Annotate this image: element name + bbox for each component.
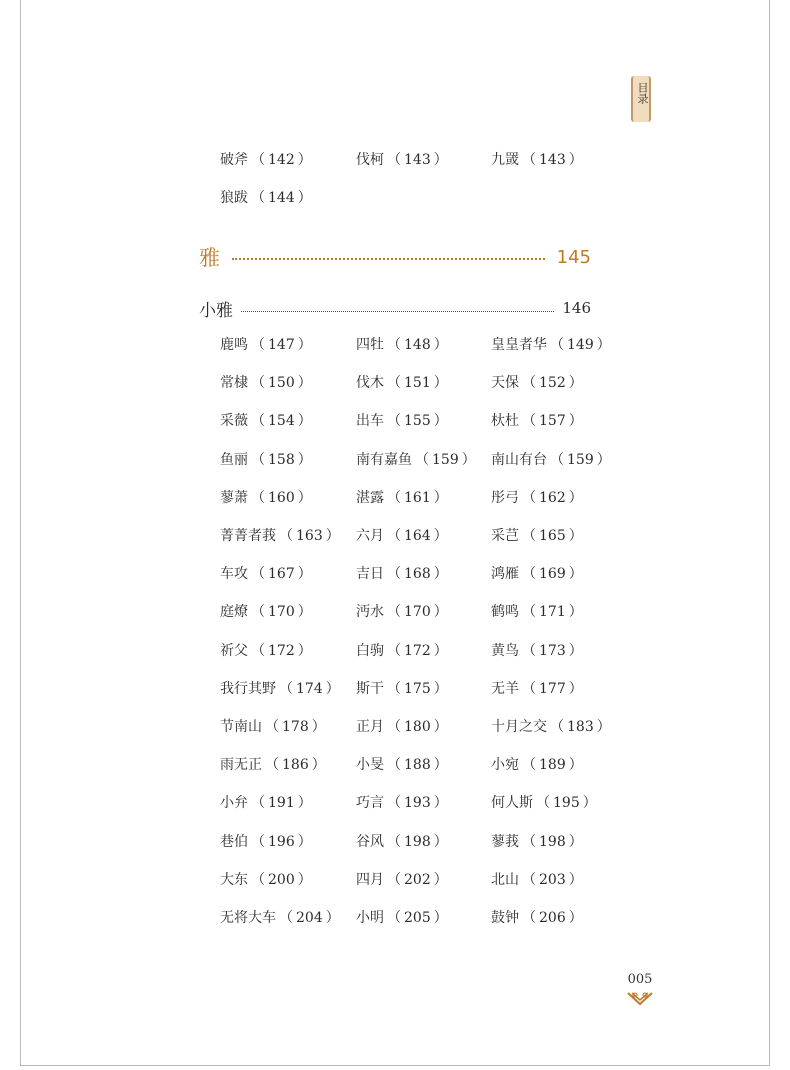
toc-entry[interactable] (220, 832, 315, 852)
entry-title: 蓼萧 (220, 489, 248, 506)
paren-close: ） (297, 566, 312, 583)
entry-page: 158 (268, 451, 295, 468)
paren-open: （ (251, 795, 265, 812)
toc-entry[interactable] (356, 793, 451, 813)
paren-close: ） (568, 871, 583, 888)
entry-page: 195 (553, 795, 580, 812)
toc-entry[interactable] (356, 832, 451, 852)
toc-entry[interactable] (491, 602, 586, 622)
toc-entry[interactable] (220, 564, 315, 584)
entry-title: 彤弓 (491, 489, 519, 506)
paren-close: ） (433, 566, 448, 583)
paren-open: （ (387, 833, 401, 850)
paren-close: ） (297, 190, 312, 206)
entry-title: 巷伯 (220, 833, 248, 850)
paren-close: ） (297, 604, 312, 621)
entry-page: 193 (404, 795, 431, 812)
entry-page: 143 (404, 152, 431, 168)
toc-entry[interactable] (356, 411, 451, 431)
entry-page: 172 (404, 642, 431, 659)
paren-close: ） (311, 719, 326, 735)
entry-page: 205 (404, 910, 431, 926)
entry-page: 204 (296, 910, 323, 926)
entry-page: 154 (268, 413, 295, 430)
entry-page: 191 (268, 795, 295, 812)
entry-page: 186 (282, 757, 309, 774)
toc-entry[interactable] (220, 450, 315, 470)
entry-page: 198 (539, 833, 566, 850)
entry-page: 142 (268, 152, 295, 168)
toc-entry[interactable] (356, 488, 451, 508)
toc-entry[interactable] (356, 335, 451, 355)
paren-close: ） (568, 528, 583, 544)
entry-title: 蓼莪 (491, 833, 519, 850)
toc-entry[interactable] (220, 755, 329, 775)
paren-close: ） (433, 489, 448, 506)
toc-entry[interactable] (491, 755, 586, 775)
entry-page: 151 (404, 375, 431, 392)
entry-page: 159 (567, 451, 594, 468)
paren-close: ） (297, 871, 312, 888)
toc-entry[interactable] (491, 488, 586, 508)
paren-open: （ (251, 190, 265, 206)
entry-page: 196 (268, 833, 295, 850)
entry-page: 159 (432, 451, 459, 468)
entry-title: 常棣 (220, 375, 248, 392)
paren-open: （ (522, 604, 536, 621)
entry-title: 皇皇者华 (491, 337, 547, 353)
entry-page: 143 (539, 152, 566, 168)
entry-page: 173 (539, 642, 566, 659)
entry-page: 150 (268, 375, 295, 392)
entry-title: 斯干 (356, 680, 384, 697)
paren-close: ） (568, 910, 583, 926)
entry-page: 172 (268, 642, 295, 659)
entry-title: 四牡 (356, 337, 384, 353)
paren-open: （ (522, 489, 536, 506)
toc-entry[interactable] (220, 908, 343, 928)
paren-close: ） (596, 451, 611, 468)
entry-title: 小明 (356, 910, 384, 926)
entry-title: 鹿鸣 (220, 337, 248, 353)
paren-close: ） (596, 719, 611, 735)
entry-title: 菁菁者莪 (220, 528, 276, 544)
paren-open: （ (522, 757, 536, 774)
paren-open: （ (387, 910, 401, 926)
toc-entry[interactable] (220, 373, 315, 393)
entry-title: 雨无正 (220, 757, 262, 774)
toc-entry[interactable] (220, 793, 315, 813)
entry-title: 狼跋 (220, 190, 248, 206)
toc-entry[interactable] (356, 908, 451, 928)
section-leader-dots (232, 258, 545, 260)
entry-page: 178 (282, 719, 309, 735)
entry-title: 鼓钟 (491, 910, 519, 926)
paren-close: ） (311, 757, 326, 774)
toc-entry[interactable] (491, 908, 586, 928)
paren-open: （ (251, 566, 265, 583)
paren-close: ） (433, 604, 448, 621)
entry-page: 177 (539, 680, 566, 697)
paren-open: （ (279, 680, 293, 697)
paren-close: ） (297, 795, 312, 812)
entry-page: 162 (539, 489, 566, 506)
entry-title: 采芑 (491, 528, 519, 544)
paren-open: （ (522, 642, 536, 659)
entry-title: 小旻 (356, 757, 384, 774)
paren-close: ） (433, 871, 448, 888)
paren-open: （ (387, 642, 401, 659)
paren-open: （ (251, 604, 265, 621)
paren-close: ） (568, 604, 583, 621)
paren-close: ） (325, 680, 340, 697)
entry-title: 杕杜 (491, 413, 519, 430)
entry-title: 正月 (356, 719, 384, 735)
paren-open: （ (279, 910, 293, 926)
entry-title: 伐木 (356, 375, 384, 392)
paren-close: ） (568, 489, 583, 506)
toc-entry[interactable] (220, 717, 329, 737)
paren-close: ） (568, 413, 583, 430)
entry-page: 183 (567, 719, 594, 735)
paren-open: （ (536, 795, 550, 812)
paren-open: （ (251, 451, 265, 468)
entry-title: 我行其野 (220, 680, 276, 697)
entry-title: 破斧 (220, 152, 248, 168)
toc-entry[interactable] (491, 870, 586, 890)
paren-open: （ (251, 642, 265, 659)
toc-entry[interactable] (356, 679, 451, 699)
paren-open: （ (550, 337, 564, 353)
paren-open: （ (522, 871, 536, 888)
toc-entry[interactable] (491, 717, 614, 737)
paren-close: ） (433, 337, 448, 353)
entry-title: 十月之交 (491, 719, 547, 735)
entry-page: 144 (268, 190, 295, 206)
paren-open: （ (251, 489, 265, 506)
paren-open: （ (387, 413, 401, 430)
entry-page: 170 (268, 604, 295, 621)
page-ornament-icon (626, 990, 654, 1006)
paren-open: （ (251, 413, 265, 430)
section-title: 雅 (199, 246, 220, 270)
entry-title: 四月 (356, 871, 384, 888)
entry-title: 车攻 (220, 566, 248, 583)
toc-entry[interactable] (356, 870, 451, 890)
paren-close: ） (297, 337, 312, 353)
paren-close: ） (433, 680, 448, 697)
entry-title: 南有嘉鱼 (356, 451, 412, 468)
paren-open: （ (251, 871, 265, 888)
toc-entry[interactable] (220, 641, 315, 661)
entry-page: 203 (539, 871, 566, 888)
toc-entry[interactable] (356, 602, 451, 622)
paren-close: ） (568, 642, 583, 659)
section-page: 145 (556, 246, 591, 268)
toc-entry[interactable] (220, 679, 343, 699)
toc-entry[interactable] (491, 450, 614, 470)
paren-close: ） (582, 795, 597, 812)
entry-title: 天保 (491, 375, 519, 392)
entry-title: 鱼丽 (220, 451, 248, 468)
entry-page: 169 (539, 566, 566, 583)
paren-close: ） (433, 719, 448, 735)
entry-title: 沔水 (356, 604, 384, 621)
toc-entry[interactable] (491, 373, 586, 393)
entry-page: 202 (404, 871, 431, 888)
entry-page: 174 (296, 680, 323, 697)
paren-open: （ (387, 375, 401, 392)
paren-open: （ (522, 152, 536, 168)
paren-close: ） (568, 680, 583, 697)
entry-page: 160 (268, 489, 295, 506)
toc-entry[interactable] (356, 717, 451, 737)
toc-entry[interactable] (491, 150, 586, 170)
entry-title: 白驹 (356, 642, 384, 659)
subsection-title: 小雅 (199, 300, 233, 321)
paren-open: （ (387, 528, 401, 544)
entry-page: 175 (404, 680, 431, 697)
paren-open: （ (522, 566, 536, 583)
paren-close: ） (433, 910, 448, 926)
entry-title: 庭燎 (220, 604, 248, 621)
paren-open: （ (522, 528, 536, 544)
paren-open: （ (522, 833, 536, 850)
paren-close: ） (325, 910, 340, 926)
toc-entry[interactable] (356, 373, 451, 393)
entry-page: 189 (539, 757, 566, 774)
entry-title: 祈父 (220, 642, 248, 659)
paren-close: ） (568, 833, 583, 850)
paren-open: （ (265, 757, 279, 774)
paren-open: （ (387, 152, 401, 168)
entry-title: 南山有台 (491, 451, 547, 468)
entry-title: 谷风 (356, 833, 384, 850)
paren-close: ） (297, 642, 312, 659)
entry-page: 165 (539, 528, 566, 544)
toc-entry[interactable] (220, 150, 315, 170)
paren-open: （ (387, 604, 401, 621)
entry-page: 163 (296, 528, 323, 544)
paren-close: ） (297, 413, 312, 430)
paren-close: ） (568, 757, 583, 774)
entry-title: 无将大车 (220, 910, 276, 926)
entry-page: 167 (268, 566, 295, 583)
entry-page: 206 (539, 910, 566, 926)
toc-entry[interactable] (220, 602, 315, 622)
toc-entry[interactable] (220, 488, 315, 508)
entry-title: 小弁 (220, 795, 248, 812)
subsection-leader-dots (241, 311, 554, 312)
paren-close: ） (568, 566, 583, 583)
paren-open: （ (265, 719, 279, 735)
toc-entry[interactable] (220, 335, 315, 355)
entry-title: 采薇 (220, 413, 248, 430)
entry-title: 鸿雁 (491, 566, 519, 583)
entry-title: 无羊 (491, 680, 519, 697)
paren-close: ） (297, 375, 312, 392)
paren-open: （ (415, 451, 429, 468)
paren-close: ） (297, 451, 312, 468)
paren-open: （ (387, 871, 401, 888)
entry-page: 200 (268, 871, 295, 888)
page-number: 005 (627, 972, 653, 987)
paren-open: （ (279, 528, 293, 544)
entry-title: 小宛 (491, 757, 519, 774)
paren-open: （ (387, 680, 401, 697)
toc-entry[interactable] (220, 526, 343, 546)
entry-page: 155 (404, 413, 431, 430)
entry-title: 伐柯 (356, 152, 384, 168)
paren-close: ） (433, 795, 448, 812)
entry-page: 157 (539, 413, 566, 430)
entry-page: 152 (539, 375, 566, 392)
entry-page: 164 (404, 528, 431, 544)
entry-title: 巧言 (356, 795, 384, 812)
entry-page: 161 (404, 489, 431, 506)
paren-close: ） (433, 833, 448, 850)
toc-entry[interactable] (491, 526, 586, 546)
entry-title: 六月 (356, 528, 384, 544)
paren-open: （ (251, 375, 265, 392)
paren-close: ） (433, 152, 448, 168)
paren-open: （ (251, 337, 265, 353)
subsection-page: 146 (562, 299, 591, 317)
toc-entry[interactable] (220, 411, 315, 431)
paren-close: ） (568, 375, 583, 392)
entry-title: 九罭 (491, 152, 519, 168)
section-heading[interactable] (199, 242, 591, 272)
contents-tab (631, 76, 651, 122)
entry-page: 198 (404, 833, 431, 850)
toc-entry[interactable] (356, 450, 479, 470)
toc-entry[interactable] (491, 832, 586, 852)
toc-entry[interactable] (491, 335, 614, 355)
entry-title: 湛露 (356, 489, 384, 506)
toc-entry[interactable] (220, 870, 315, 890)
toc-entry[interactable] (491, 793, 600, 813)
toc-entry[interactable] (356, 564, 451, 584)
entry-page: 149 (567, 337, 594, 353)
toc-entry[interactable] (356, 150, 451, 170)
entry-title: 节南山 (220, 719, 262, 735)
entry-title: 出车 (356, 413, 384, 430)
paren-open: （ (522, 413, 536, 430)
paren-open: （ (387, 337, 401, 353)
paren-close: ） (325, 528, 340, 544)
paren-close: ） (433, 413, 448, 430)
paren-open: （ (387, 757, 401, 774)
entry-page: 180 (404, 719, 431, 735)
paren-close: ） (297, 152, 312, 168)
contents-tab-label: 目录 (636, 82, 649, 104)
entry-title: 吉日 (356, 566, 384, 583)
entry-page: 147 (268, 337, 295, 353)
toc-entry[interactable] (491, 411, 586, 431)
paren-open: （ (522, 910, 536, 926)
entry-title: 大东 (220, 871, 248, 888)
toc-entry[interactable] (491, 679, 586, 699)
paren-close: ） (596, 337, 611, 353)
entry-page: 148 (404, 337, 431, 353)
entry-title: 鹤鸣 (491, 604, 519, 621)
toc-entry[interactable] (356, 755, 451, 775)
toc-entry[interactable] (491, 564, 586, 584)
paren-close: ） (568, 152, 583, 168)
paren-open: （ (387, 795, 401, 812)
entry-page: 170 (404, 604, 431, 621)
toc-entry[interactable] (220, 188, 315, 208)
paren-open: （ (387, 566, 401, 583)
paren-close: ） (297, 833, 312, 850)
entry-title: 黄鸟 (491, 642, 519, 659)
paren-close: ） (461, 451, 476, 468)
paren-open: （ (550, 451, 564, 468)
toc-entry[interactable] (491, 641, 586, 661)
entry-title: 北山 (491, 871, 519, 888)
paren-close: ） (297, 489, 312, 506)
entry-page: 188 (404, 757, 431, 774)
entry-page: 168 (404, 566, 431, 583)
paren-close: ） (433, 642, 448, 659)
toc-entry[interactable] (356, 526, 451, 546)
paren-open: （ (251, 152, 265, 168)
paren-open: （ (550, 719, 564, 735)
toc-entry[interactable] (356, 641, 451, 661)
paren-open: （ (387, 719, 401, 735)
paren-open: （ (251, 833, 265, 850)
paren-close: ） (433, 757, 448, 774)
entry-page: 171 (539, 604, 566, 621)
paren-close: ） (433, 375, 448, 392)
paren-open: （ (522, 375, 536, 392)
paren-open: （ (522, 680, 536, 697)
paren-close: ） (433, 528, 448, 544)
entry-title: 何人斯 (491, 795, 533, 812)
paren-open: （ (387, 489, 401, 506)
subsection-heading[interactable] (199, 296, 591, 320)
